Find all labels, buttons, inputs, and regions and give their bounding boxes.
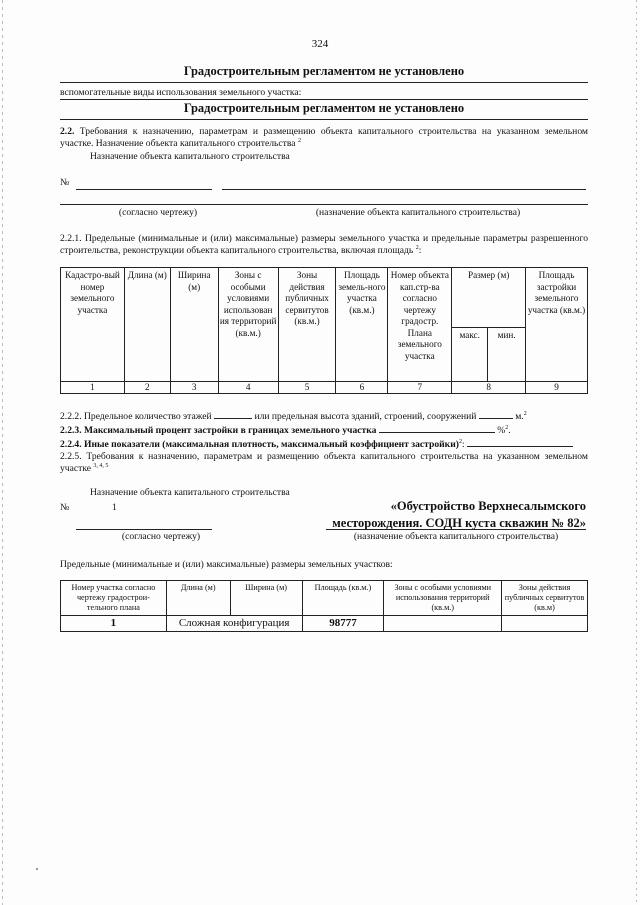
footnote-ref: 3, 4, 5 (93, 462, 109, 469)
build-percent-field[interactable] (379, 423, 495, 433)
section-2-2-3-label: 2.2.3. Максимальный процент застройки в границах земельного участка (60, 425, 377, 436)
footnote-ref: 2 (458, 438, 462, 445)
col-width: Ширина (м) (230, 581, 302, 616)
col-size: Размер (м) (452, 268, 526, 328)
object-number-field[interactable] (76, 189, 212, 190)
height-unit: м. (515, 411, 524, 422)
object-name-line (326, 529, 586, 530)
section-2-2-3 (60, 423, 511, 437)
col-special-zones: Зоны с особыми условиями использован ия территорий (кв.м.) (218, 268, 278, 382)
column-number: 9 (526, 382, 588, 394)
caption-purpose: (назначение объекта капитального строительства) (353, 531, 559, 542)
column-number: 4 (218, 382, 278, 394)
divider (60, 119, 588, 120)
column-number: 2 (124, 382, 170, 394)
section-2-2-2-floors-label: 2.2.2. Предельное количество этажей (60, 411, 212, 422)
punctuation: : (461, 439, 465, 450)
parameters-table (60, 267, 588, 394)
col-plot-number: Номер участка согласно чертежу градострои-тельного плана (61, 581, 167, 616)
height-field[interactable] (479, 409, 513, 419)
col-area: Площадь (кв.м.) (302, 581, 384, 616)
object-number-value: 1 (112, 502, 117, 513)
col-size-min: мин. (488, 328, 526, 382)
floors-field[interactable] (214, 409, 252, 419)
footnote-ref: 2 (523, 410, 527, 417)
section-2-2-1-body: 2.2.1. Предельные (минимальные и (или) максимальные) размеры земельного участка и предельные параметры разрешенного строительства, реконструкции объекта капитального строительства, включая площадь (60, 233, 588, 256)
column-number: 1 (61, 382, 125, 394)
col-servitude-zones: Зоны действия публичных сервитутов (кв.м) (502, 581, 588, 616)
divider (60, 99, 588, 100)
section-2-2-4 (60, 437, 573, 451)
col-length: Длина (м) (124, 268, 170, 382)
row-area: 98777 (302, 616, 384, 632)
caption-per-drawing: (согласно чертежу) (118, 207, 198, 218)
section-2-2-1-text: 2.2.1. Предельные (минимальные и (или) максимальные) размеры земельного участка и предельные параметры разрешенного строительства, реконструкции объекта капитального строительства, включая площадь $^2$: (60, 233, 588, 256)
section-2-2-text (60, 126, 588, 150)
column-number: 8 (452, 382, 526, 394)
aux-uses-label: вспомогательные виды использования земельного участка: (60, 87, 302, 98)
section-2-2-2-height-label: или предельная высота зданий, строений, сооружений (254, 411, 477, 422)
page-number: 324 (311, 38, 329, 50)
col-plot-area: Площадь земель-ного участка (кв.м.) (336, 268, 388, 382)
plot-sizes-table (60, 580, 588, 632)
object-name-line-2: месторождения. СОДН куста скважин № 82» (332, 516, 586, 530)
other-indicators-field[interactable] (467, 437, 573, 447)
section-2-2-5 (60, 451, 588, 475)
section-2-2-body: Требования к назначению, параметрам и размещению объекта капитального строительства на указанном земельном участке. Назначение объекта капитального строительства (60, 126, 588, 149)
divider (60, 204, 588, 205)
caption-purpose: (назначение объекта капитального строительства) (315, 207, 521, 218)
limits-title: Предельные (минимальные и (или) максимальные) размеры земельных участков: (60, 559, 393, 570)
section-2-2-2 (60, 409, 588, 423)
object-name-line-1: «Обустройство Верхнесалымского (390, 499, 586, 513)
object-number-line (76, 529, 212, 530)
punctuation: . (508, 425, 511, 436)
row-servitude-zones (502, 616, 588, 632)
col-size-max: макс. (452, 328, 488, 382)
col-special-zones: Зоны с особыми условиями использования территорий (кв.м.) (384, 581, 502, 616)
col-cadastral-number: Кадастро-вый номер земельного участка (61, 268, 125, 382)
section-2-2-5-label: 2.2.5. Требования к назначению, параметрам и размещению объекта капитального строительства на указанном земельном участке (60, 451, 588, 474)
col-object-number: Номер объекта кап.стр-ва согласно чертежу градостр. Плана земельного участка (388, 268, 452, 382)
heading-regulation-1: Градостроительным регламентом не установлено (183, 64, 465, 78)
purpose-label: Назначение объекта капитального строительства (90, 151, 290, 162)
col-built-area: Площадь застройки земельного участка (кв.м.) (526, 268, 588, 382)
footnote-ref: 2 (297, 137, 301, 144)
percent-unit: % (497, 425, 506, 436)
column-number: 7 (388, 382, 452, 394)
object-purpose-field[interactable] (222, 189, 586, 190)
section-2-2-4-label: 2.2.4. Иные показатели (максимальная плотность, максимальный коэффициент застройки) (60, 439, 459, 450)
row-length-width: Сложная конфигурация (166, 616, 302, 632)
column-number: 5 (278, 382, 336, 394)
scan-edge-right (636, 0, 637, 905)
heading-regulation-2: Градостроительным регламентом не установлено (183, 101, 465, 115)
number-label: № (60, 177, 70, 188)
row-plot-number: 1 (61, 616, 167, 632)
col-servitude-zones: Зоны действия публичных сервитутов (кв.м.) (278, 268, 336, 382)
column-number: 3 (170, 382, 218, 394)
column-number: 6 (336, 382, 388, 394)
divider (60, 82, 588, 83)
scan-artifact (36, 868, 38, 870)
object-name (260, 498, 586, 532)
row-special-zones (384, 616, 502, 632)
scan-edge-left (2, 0, 3, 905)
object-number-label: № (60, 502, 70, 513)
object-purpose-label: Назначение объекта капитального строительства (90, 487, 290, 498)
section-2-2-number: 2.2. (60, 126, 75, 137)
footnote-ref: 2 (505, 424, 509, 431)
col-width: Ширина (м) (170, 268, 218, 382)
caption-per-drawing: (согласно чертежу) (121, 531, 201, 542)
col-length: Длина (м) (166, 581, 230, 616)
footnote-ref: 2 (415, 244, 419, 251)
